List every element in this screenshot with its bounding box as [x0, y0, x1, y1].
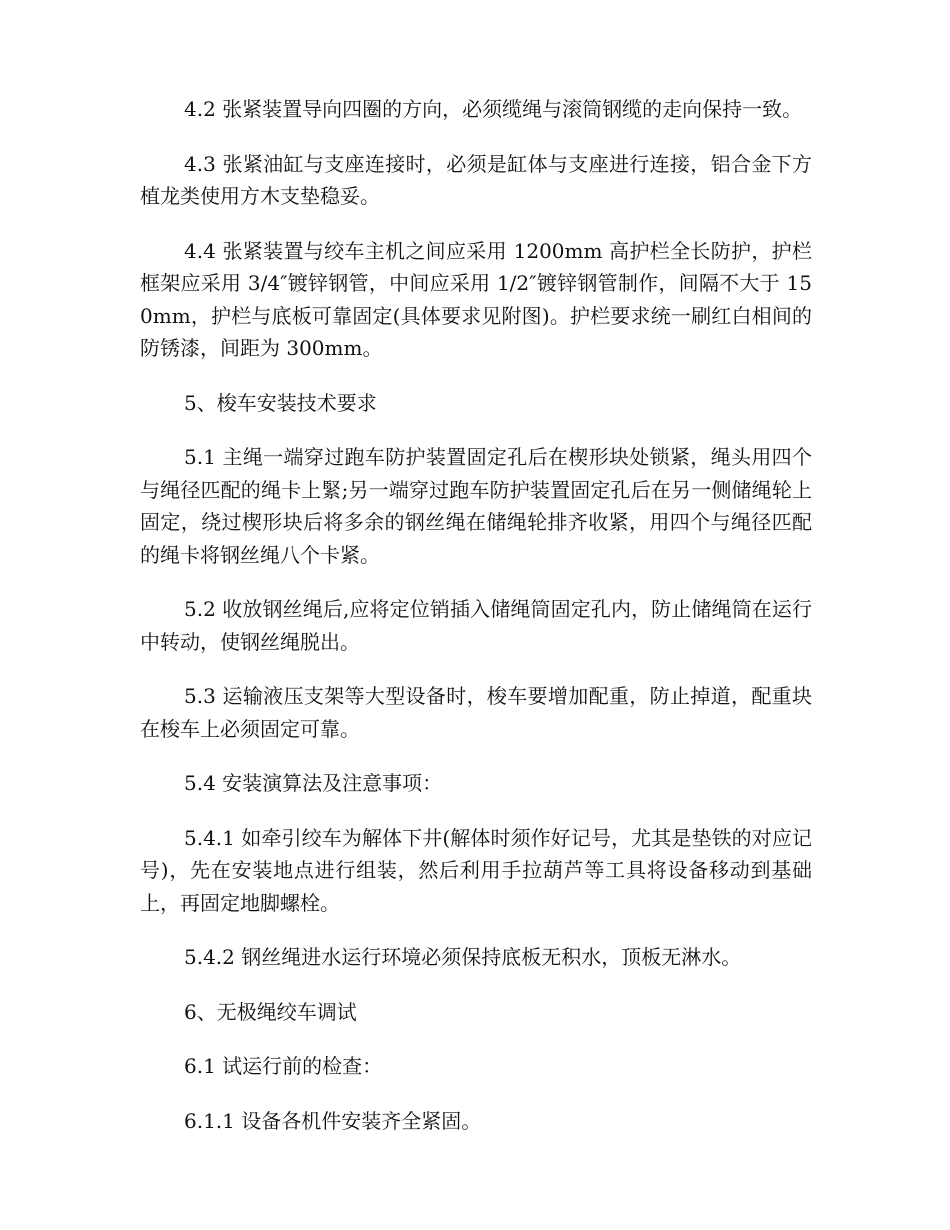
section-heading-6: 6、无极绳绞车调试 [184, 999, 357, 1024]
paragraph-5-4-1: 5.4.1 如牵引绞车为解体下井(解体时须作好记号，尤其是垫铁的对应记号)，先在安装地点进行组装，然后利用手拉葫芦等工具将设备移动到基础上，再固定地脚螺栓。 [140, 825, 812, 915]
paragraph-6-1: 6.1 试运行前的检查： [184, 1054, 383, 1078]
paragraph-4-2: 4.2 张紧装置导向四圈的方向，必须缆绳与滚筒钢缆的走向保持一致。 [184, 97, 803, 121]
paragraph-6-1-1: 6.1.1 设备各机件安装齐全紧固。 [184, 1108, 482, 1133]
paragraph-4-3: 4.3 张紧油缸与支座连接时，必须是缸体与支座进行连接，铝合金下方植龙类使用方木支垫稳妥。 [140, 151, 812, 208]
paragraph-5-4-2: 5.4.2 钢丝绳进水运行环境必须保持底板无积水，顶板无淋水。 [184, 945, 742, 969]
section-heading-5: 5、梭车安装技术要求 [184, 390, 377, 415]
paragraph-5-4: 5.4 安装演算法及注意事项： [184, 771, 443, 795]
paragraph-4-4: 4.4 张紧装置与绞车主机之间应采用 1200mm 高护栏全长防护，护栏框架应采用 3/4″镀锌钢管，中间应采用 1/2″镀锌钢管制作，间隔不大于 150mm，护栏与底板可靠固定(具体要求见附图)。护栏要求统一刷红白相间的防锈漆，间距为 300mm。 [140, 238, 812, 360]
paragraph-5-3: 5.3 运输液压支架等大型设备时，梭车要增加配重，防止掉道，配重块在梭车上必须固定可靠。 [140, 684, 812, 741]
paragraph-5-2: 5.2 收放钢丝绳后,应将定位销插入储绳筒固定孔内，防止储绳筒在运行中转动，使钢丝绳脱出。 [140, 597, 812, 654]
document-body [140, 93, 812, 1159]
paragraph-5-1: 5.1 主绳一端穿过跑车防护装置固定孔后在楔形块处锁紧，绳头用四个与绳径匹配的绳卡上緊;另一端穿过跑车防护装置固定孔后在另一侧储绳轮上固定，绕过楔形块后将多余的钢丝绳在储绳轮排齐收紧，用四个与绳径匹配的绳卡将钢丝绳八个卡紧。 [140, 445, 812, 567]
